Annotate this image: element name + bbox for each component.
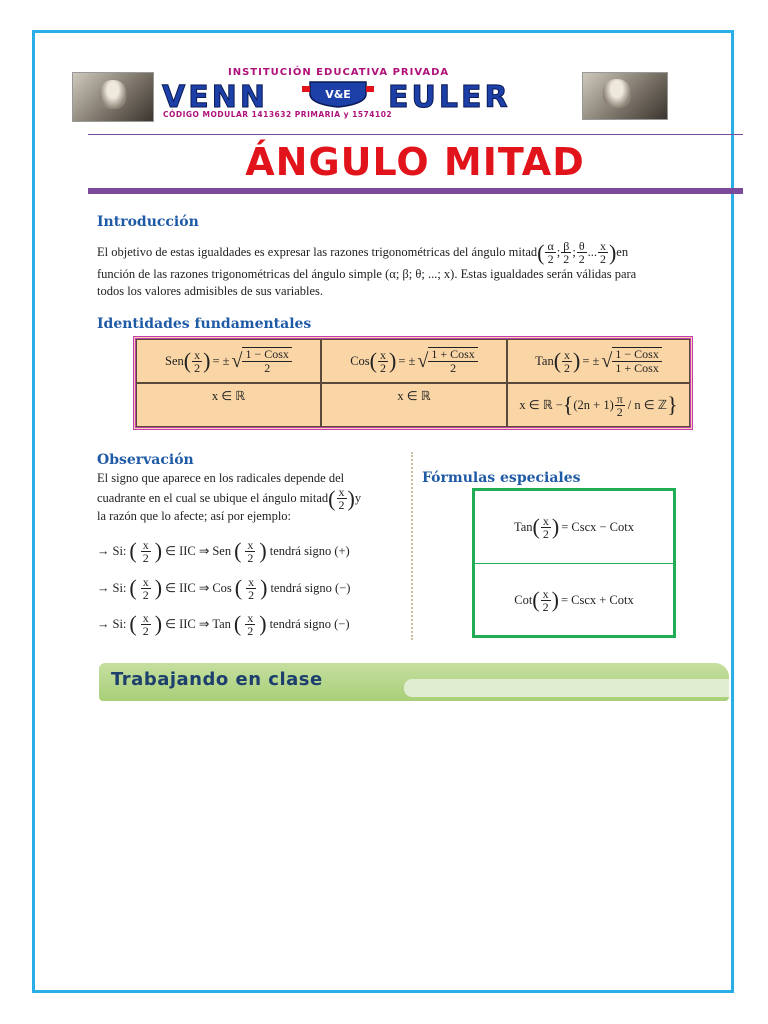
logo-venn: VENN [162,80,268,115]
sen-domain-cell: x ∈ ℝ [136,383,321,427]
identities-heading: Identidades fundamentales [97,316,312,332]
section-banner [99,663,729,701]
special-formulas-heading: Fórmulas especiales [422,470,581,486]
logo-euler: EULER [388,80,511,115]
school-shield-icon [300,80,376,108]
venn-portrait-image [72,72,154,122]
title-underline [88,188,743,194]
observation-line-2: cuadrante en el cual se ubique el ángulo mitad ( $\frac{x}{2}$ ) y [97,485,362,512]
example-row-sen: → Si: ( $\frac{x}{2}$ ) ∈ IIC ⇒ Sen ( $\frac{x}{2}$ ) tendrá signo (+) [97,537,350,565]
formula-cot: Cot ( $\frac{x}{2}$ ) = Cscx + Cotx [475,563,673,636]
column-divider [411,452,413,640]
intro-line-3: todos los valores admisibles de sus variables. [97,284,324,298]
intro-line-1: El objetivo de estas igualdades es expresar las razones trigonométricas del ángulo mitad ( $\frac{\alpha}{2}$ ; $\frac{\beta}{2}$ ; $\frac{\theta}{2}$ ... $\frac{x}{2}$ ) en [97,239,629,266]
svg-text:V&E: V&E [325,88,351,101]
example-row-cos: → Si: ( $\frac{x}{2}$ ) ∈ IIC ⇒ Cos ( $\frac{x}{2}$ ) tendrá signo (−) [97,574,351,602]
special-formulas-box [472,488,676,638]
modular-code-label: CÓDIGO MODULAR 1413632 PRIMARIA y 1574102 [163,110,393,119]
euler-portrait-image [582,72,668,120]
observation-line-3: la razón que lo afecte; así por ejemplo: [97,509,292,523]
example-row-tan: → Si: ( $\frac{x}{2}$ ) ∈ IIC ⇒ Tan ( $\frac{x}{2}$ ) tendrá signo (−) [97,610,350,638]
intro-line-2: función de las razones trigonométricas del ángulo simple (α; β; θ; ...; x). Estas igualdades serán válidas para [97,267,637,281]
formula-tan: Tan ( $\frac{x}{2}$ ) = Cscx − Cotx [513,513,634,541]
cos-identity-cell: Cos ( $\frac{x}{2}$ ) = ± √ 1 + Cosx 2 [321,339,507,383]
intro-heading: Introducción [97,214,199,230]
cos-domain-cell: x ∈ ℝ [321,383,507,427]
sen-identity-cell: Sen ( $\frac{x}{2}$ ) = ± √ 1 − Cosx 2 [136,339,321,383]
identities-table [133,336,693,430]
institution-label: INSTITUCIÓN EDUCATIVA PRIVADA [228,67,450,78]
observation-heading: Observación [97,452,194,468]
observation-line-1: El signo que aparece en los radicales depende del [97,471,345,485]
tan-identity-cell: Tan ( $\frac{x}{2}$ ) = ± √ 1 − Cosx 1 + Cosx [507,339,690,383]
header-divider [88,134,743,135]
section-banner-label: Trabajando en clase [111,669,323,690]
tan-domain-cell: x ∈ ℝ − { (2n + 1) $\frac{\pi}{2}$ / n ∈ ℤ } [507,383,690,427]
page-title: ÁNGULO MITAD [245,140,585,184]
